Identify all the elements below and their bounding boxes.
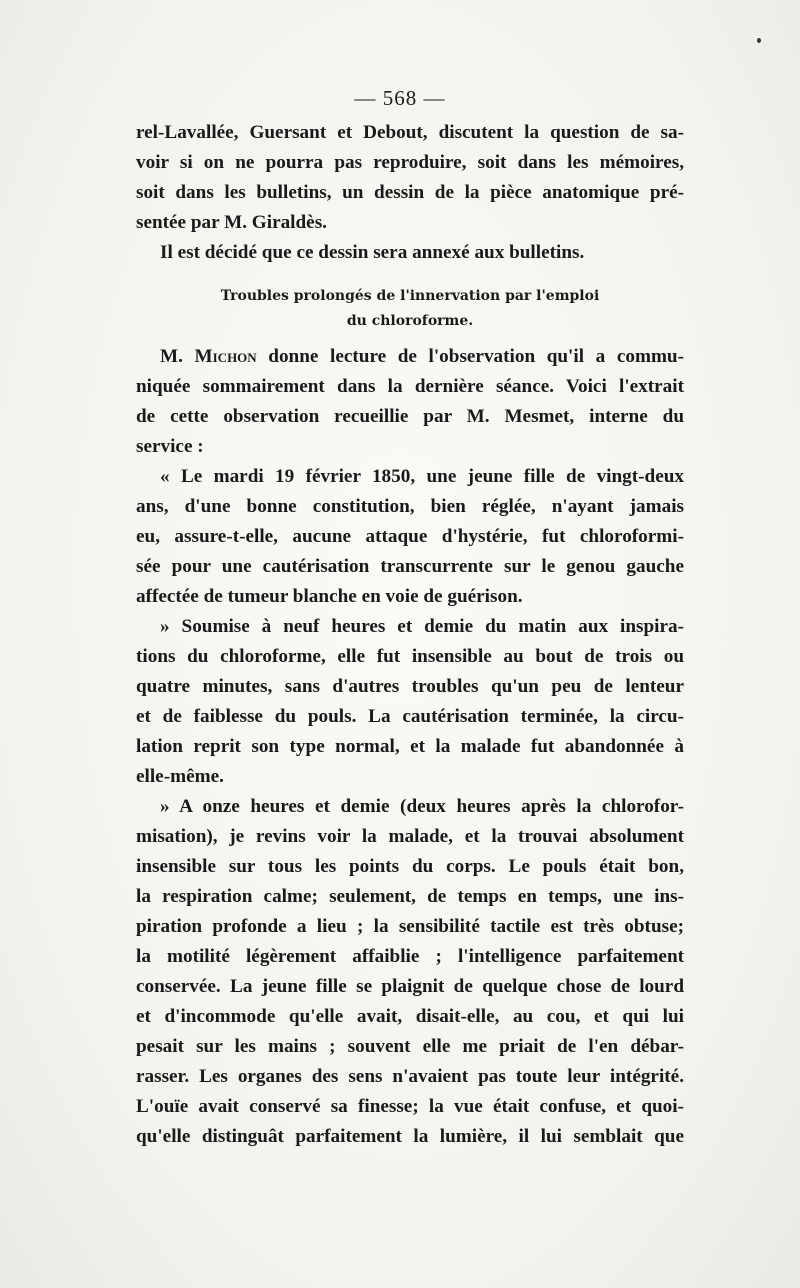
- text-line: soit dans les bulletins, un dessin de la pièce anatomique pré-: [136, 182, 684, 203]
- text-line: qu'elle distinguât parfaitement la lumière, il lui semblait que: [136, 1126, 684, 1147]
- text-line: niquée sommairement dans la dernière séance. Voici l'extrait: [136, 376, 684, 397]
- page-number: — 568 —: [354, 86, 446, 110]
- text-line: quatre minutes, sans d'autres troubles qu'un peu de lenteur: [136, 676, 684, 697]
- text-line: affectée de tumeur blanche en voie de guérison.: [136, 586, 523, 607]
- text-line: lation reprit son type normal, et la malade fut abandonnée à: [136, 736, 684, 757]
- text-line: tions du chloroforme, elle fut insensible au bout de trois ou: [136, 646, 684, 667]
- text-line: » Soumise à neuf heures et demie du matin aux inspira-: [160, 616, 684, 637]
- text-line: rasser. Les organes des sens n'avaient pas toute leur intégrité.: [136, 1066, 684, 1087]
- text-line: de cette observation recueillie par M. Mesmet, interne du: [136, 406, 684, 427]
- author-name: Michon: [194, 346, 257, 367]
- text-line: rel-Lavallée, Guersant et Debout, discutent la question de sa-: [136, 122, 684, 143]
- paragraph-observation: [136, 342, 684, 1152]
- text-line: piration profonde a lieu ; la sensibilité tactile est très obtuse;: [136, 916, 684, 937]
- heading-line-2: du chloroforme.: [346, 313, 474, 329]
- text-line: [136, 342, 684, 372]
- text-line: et de faiblesse du pouls. La cautérisation terminée, la circu-: [136, 706, 684, 727]
- text-line: sée pour une cautérisation transcurrente sur le genou gauche: [136, 556, 684, 577]
- text-line: « Le mardi 19 février 1850, une jeune fille de vingt-deux: [160, 466, 684, 487]
- section-heading: [136, 284, 684, 334]
- text-line: elle-même.: [136, 766, 224, 787]
- ink-speck: [757, 38, 761, 43]
- text-line: la motilité légèrement affaiblie ; l'intelligence parfaitement: [136, 946, 684, 967]
- text-line: conservée. La jeune fille se plaignit de quelque chose de lourd: [136, 976, 684, 997]
- title-prefix: M.: [160, 346, 195, 367]
- text-line: sentée par M. Giraldès.: [136, 212, 327, 233]
- text-line: » A onze heures et demie (deux heures après la chlorofor-: [160, 796, 684, 817]
- text-line: la respiration calme; seulement, de temps en temps, une ins-: [136, 886, 684, 907]
- heading-line-1: Troubles prolongés de l'innervation par l'emploi: [220, 288, 600, 304]
- paragraph-intro: [136, 118, 684, 268]
- text-line: eu, assure-t-elle, aucune attaque d'hystérie, fut chloroformi-: [136, 526, 684, 547]
- text-line: pesait sur les mains ; souvent elle me priait de l'en débar-: [136, 1036, 684, 1057]
- text-line: voir si on ne pourra pas reproduire, soit dans les mémoires,: [136, 152, 684, 173]
- text-line: ans, d'une bonne constitution, bien réglée, n'ayant jamais: [136, 496, 684, 517]
- line-rest: donne lecture de l'observation qu'il a commu-: [256, 346, 684, 367]
- text-line: misation), je revins voir la malade, et la trouvai absolument: [136, 826, 684, 847]
- text-line: L'ouïe avait conservé sa finesse; la vue était confuse, et quoi-: [136, 1096, 684, 1117]
- text-line: insensible sur tous les points du corps. Le pouls était bon,: [136, 856, 684, 877]
- text-line: Il est décidé que ce dessin sera annexé aux bulletins.: [160, 242, 585, 263]
- text-line: service :: [136, 436, 204, 457]
- text-line: et d'incommode qu'elle avait, disait-elle, au cou, et qui lui: [136, 1006, 684, 1027]
